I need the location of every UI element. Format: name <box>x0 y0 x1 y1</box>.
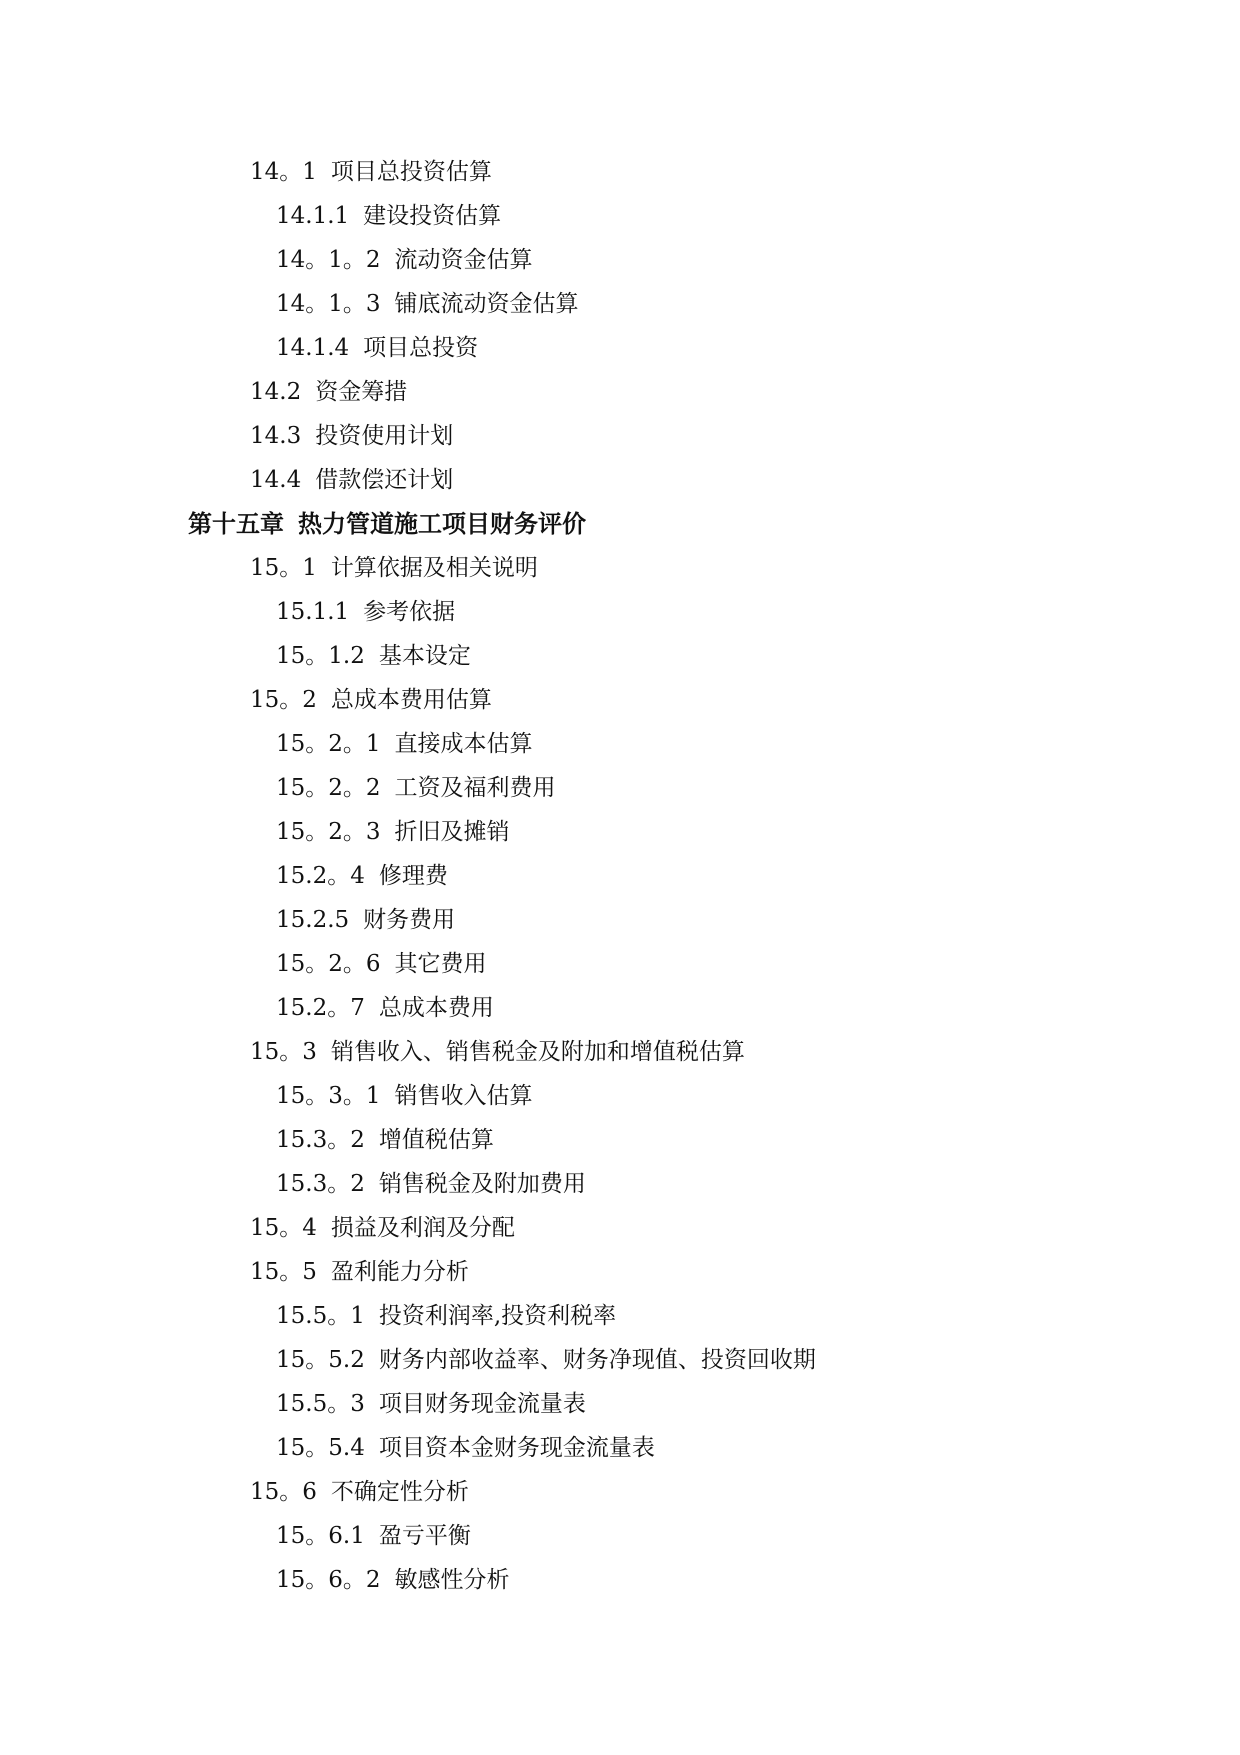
toc-entry-title: 财务内部收益率、财务净现值、投资回收期 <box>378 1347 816 1373</box>
toc-entry-subsection <box>0 854 1240 898</box>
toc-entry-section <box>0 1470 1240 1514</box>
toc-entry-title: 流动资金估算 <box>394 247 533 273</box>
toc-entry-title: 总成本费用 <box>378 995 494 1021</box>
toc-entry-number: 15.5。1 <box>276 1303 365 1329</box>
toc-entry-number: 15。2。2 <box>276 775 381 801</box>
toc-entry-number: 15。3 <box>250 1039 317 1065</box>
toc-entry-number: 14。1。2 <box>276 247 381 273</box>
toc-entry-subsection <box>0 590 1240 634</box>
toc-entry-chapter <box>0 502 1240 546</box>
toc-entry-title: 盈亏平衡 <box>378 1523 471 1549</box>
toc-entry-title: 投资利润率,投资利税率 <box>378 1303 617 1329</box>
toc-entry-title: 基本设定 <box>378 643 471 669</box>
toc-entry-number: 15.1.1 <box>276 599 350 625</box>
toc-entry-title: 修理费 <box>378 863 448 889</box>
toc-entry-title: 参考依据 <box>363 599 456 625</box>
toc-entry-number: 14。1 <box>250 159 317 185</box>
toc-entry-number: 第十五章 <box>188 509 284 538</box>
toc-entry-title: 销售收入、销售税金及附加和增值税估算 <box>330 1039 745 1065</box>
toc-entry-number: 15.2。4 <box>276 863 365 889</box>
toc-entry-number: 14.1.1 <box>276 203 350 229</box>
toc-entry-section <box>0 546 1240 590</box>
toc-entry-title: 直接成本估算 <box>394 731 533 757</box>
toc-entry-number: 14.2 <box>250 379 302 405</box>
toc-entry-section <box>0 150 1240 194</box>
toc-entry-section <box>0 370 1240 414</box>
toc-entry-section <box>0 1030 1240 1074</box>
toc-entry-title: 项目总投资 <box>363 335 479 361</box>
toc-entry-number: 14。1。3 <box>276 291 381 317</box>
toc-entry-number: 15。6.1 <box>276 1523 365 1549</box>
toc-entry-subsection <box>0 1338 1240 1382</box>
toc-entry-title: 资金筹措 <box>315 379 408 405</box>
toc-entry-title: 不确定性分析 <box>330 1479 469 1505</box>
toc-entry-section <box>0 1250 1240 1294</box>
toc-entry-subsection <box>0 766 1240 810</box>
toc-entry-number: 15。6。2 <box>276 1567 381 1593</box>
toc-entry-title: 工资及福利费用 <box>394 775 556 801</box>
toc-entry-subsection <box>0 1426 1240 1470</box>
toc-entry-subsection <box>0 1074 1240 1118</box>
toc-entry-number: 15.2.5 <box>276 907 350 933</box>
toc-entry-subsection <box>0 1118 1240 1162</box>
toc-entry-title: 敏感性分析 <box>394 1567 510 1593</box>
toc-entry-title: 财务费用 <box>363 907 456 933</box>
toc-entry-number: 14.4 <box>250 467 302 493</box>
toc-entry-subsection <box>0 1514 1240 1558</box>
toc-entry-number: 14.1.4 <box>276 335 350 361</box>
toc-entry-title: 损益及利润及分配 <box>330 1215 515 1241</box>
toc-entry-title: 销售税金及附加费用 <box>378 1171 586 1197</box>
toc-entry-title: 铺底流动资金估算 <box>394 291 579 317</box>
toc-entry-number: 15。3。1 <box>276 1083 381 1109</box>
toc-entry-subsection <box>0 1558 1240 1602</box>
toc-entry-title: 折旧及摊销 <box>394 819 510 845</box>
toc-entry-number: 15.5。3 <box>276 1391 365 1417</box>
toc-entry-subsection <box>0 194 1240 238</box>
toc-entry-subsection <box>0 810 1240 854</box>
toc-entry-subsection <box>0 942 1240 986</box>
toc-entry-title: 总成本费用估算 <box>330 687 492 713</box>
toc-entry-title: 项目总投资估算 <box>330 159 492 185</box>
toc-entry-title: 项目财务现金流量表 <box>378 1391 586 1417</box>
toc-entry-number: 15.2。7 <box>276 995 365 1021</box>
toc-entry-section <box>0 458 1240 502</box>
toc-entry-number: 14.3 <box>250 423 302 449</box>
toc-entry-subsection <box>0 282 1240 326</box>
toc-entry-number: 15。2。1 <box>276 731 381 757</box>
toc-entry-number: 15。2。3 <box>276 819 381 845</box>
toc-entry-subsection <box>0 1382 1240 1426</box>
toc-entry-title: 增值税估算 <box>378 1127 494 1153</box>
toc-entry-number: 15。4 <box>250 1215 317 1241</box>
toc-entry-number: 15。5 <box>250 1259 317 1285</box>
toc-entry-number: 15。1 <box>250 555 317 581</box>
toc-entry-subsection <box>0 722 1240 766</box>
toc-entry-subsection <box>0 326 1240 370</box>
toc-entry-number: 15。5.2 <box>276 1347 365 1373</box>
toc-entry-subsection <box>0 1162 1240 1206</box>
toc-entry-number: 15。6 <box>250 1479 317 1505</box>
toc-entry-title: 借款偿还计划 <box>315 467 454 493</box>
toc-entry-subsection <box>0 238 1240 282</box>
toc-entry-subsection <box>0 986 1240 1030</box>
toc-entry-title: 其它费用 <box>394 951 487 977</box>
toc-entry-subsection <box>0 634 1240 678</box>
toc-entry-title: 热力管道施工项目财务评价 <box>298 509 586 538</box>
toc-entry-title: 投资使用计划 <box>315 423 454 449</box>
toc-entry-number: 15。2。6 <box>276 951 381 977</box>
toc-entry-subsection <box>0 1294 1240 1338</box>
toc-entry-section <box>0 678 1240 722</box>
toc-entry-title: 销售收入估算 <box>394 1083 533 1109</box>
toc-entry-title: 盈利能力分析 <box>330 1259 469 1285</box>
toc-entry-title: 项目资本金财务现金流量表 <box>378 1435 655 1461</box>
table-of-contents <box>0 150 1240 1602</box>
toc-entry-number: 15。5.4 <box>276 1435 365 1461</box>
toc-entry-title: 计算依据及相关说明 <box>330 555 538 581</box>
toc-entry-section <box>0 1206 1240 1250</box>
toc-entry-subsection <box>0 898 1240 942</box>
toc-entry-section <box>0 414 1240 458</box>
toc-entry-number: 15。1.2 <box>276 643 365 669</box>
toc-entry-number: 15.3。2 <box>276 1171 365 1197</box>
toc-entry-number: 15.3。2 <box>276 1127 365 1153</box>
toc-entry-title: 建设投资估算 <box>363 203 502 229</box>
toc-entry-number: 15。2 <box>250 687 317 713</box>
